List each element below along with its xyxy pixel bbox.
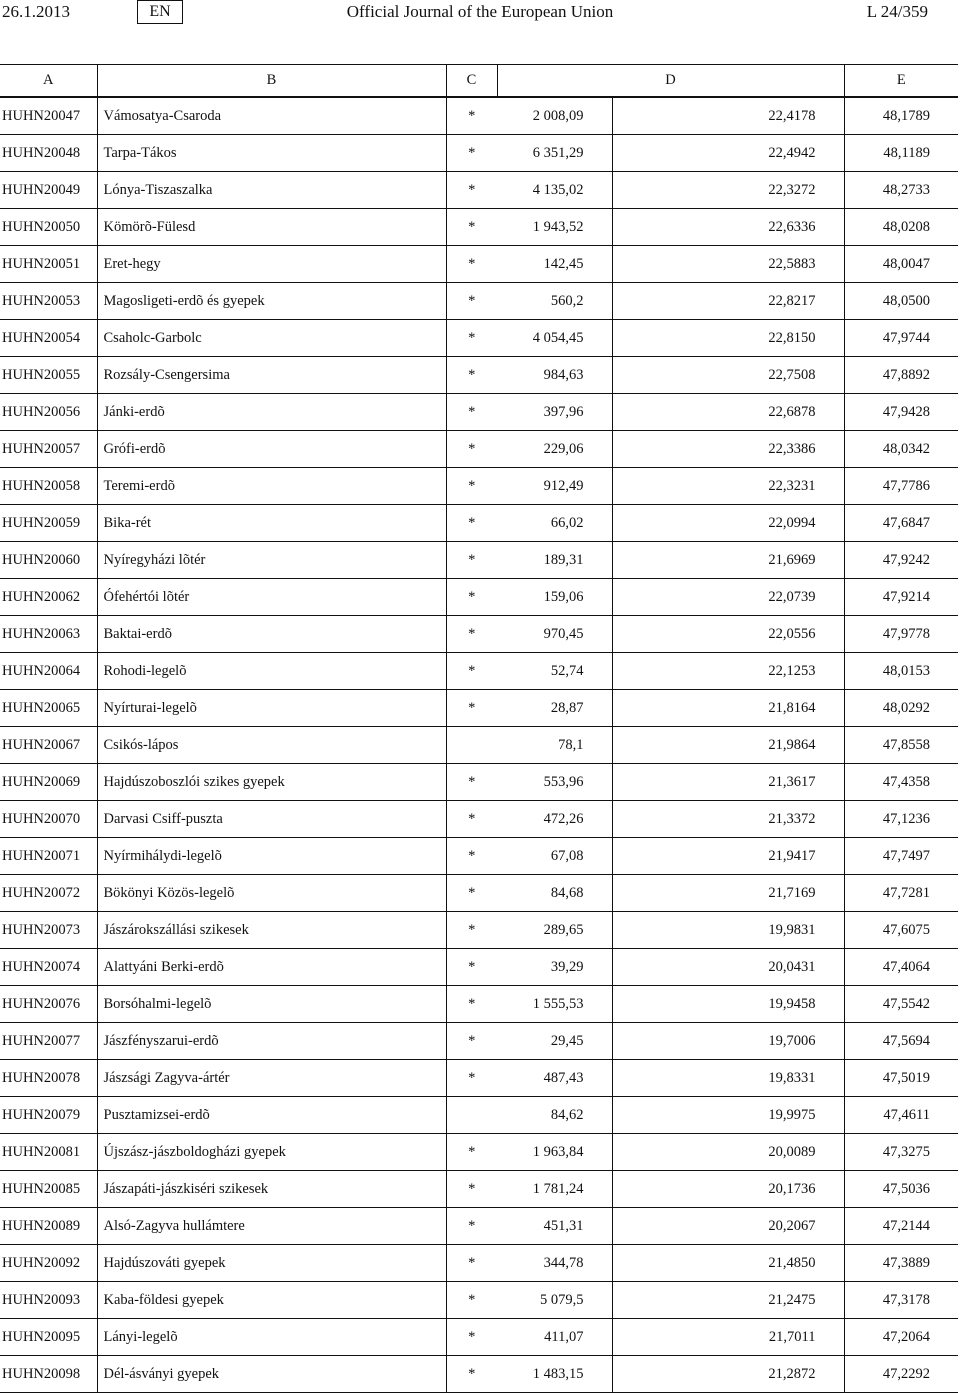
column-header-c: C bbox=[446, 65, 497, 98]
priority-marker-cell: * bbox=[446, 135, 497, 172]
site-code-cell: HUHN20098 bbox=[0, 1356, 97, 1393]
table-row bbox=[0, 653, 958, 690]
latitude-cell: 47,9778 bbox=[844, 616, 958, 653]
site-name-cell: Baktai-erdõ bbox=[97, 616, 446, 653]
area-cell: 970,45 bbox=[497, 616, 612, 653]
language-badge: EN bbox=[137, 0, 183, 24]
table-row bbox=[0, 1134, 958, 1171]
area-cell: 411,07 bbox=[497, 1319, 612, 1356]
table-row bbox=[0, 579, 958, 616]
priority-marker-cell: * bbox=[446, 357, 497, 394]
table-row bbox=[0, 431, 958, 468]
longitude-cell: 22,3272 bbox=[612, 172, 844, 209]
area-cell: 229,06 bbox=[497, 431, 612, 468]
priority-marker-cell: * bbox=[446, 949, 497, 986]
site-code-cell: HUHN20053 bbox=[0, 283, 97, 320]
longitude-cell: 21,4850 bbox=[612, 1245, 844, 1282]
latitude-cell: 47,5542 bbox=[844, 986, 958, 1023]
longitude-cell: 19,8331 bbox=[612, 1060, 844, 1097]
latitude-cell: 47,2144 bbox=[844, 1208, 958, 1245]
site-name-cell: Vámosatya-Csaroda bbox=[97, 97, 446, 135]
site-name-cell: Lányi-legelõ bbox=[97, 1319, 446, 1356]
site-name-cell: Nyírmihálydi-legelõ bbox=[97, 838, 446, 875]
site-code-cell: HUHN20058 bbox=[0, 468, 97, 505]
table-row bbox=[0, 1060, 958, 1097]
site-name-cell: Hajdúszoboszlói szikes gyepek bbox=[97, 764, 446, 801]
priority-marker-cell: * bbox=[446, 542, 497, 579]
longitude-cell: 19,9458 bbox=[612, 986, 844, 1023]
area-cell: 1 963,84 bbox=[497, 1134, 612, 1171]
latitude-cell: 48,0208 bbox=[844, 209, 958, 246]
page-header bbox=[0, 0, 960, 26]
site-name-cell: Rohodi-legelõ bbox=[97, 653, 446, 690]
site-code-cell: HUHN20065 bbox=[0, 690, 97, 727]
latitude-cell: 47,2292 bbox=[844, 1356, 958, 1393]
site-name-cell: Bökönyi Közös-legelõ bbox=[97, 875, 446, 912]
area-cell: 4 054,45 bbox=[497, 320, 612, 357]
priority-marker-cell: * bbox=[446, 838, 497, 875]
priority-marker-cell bbox=[446, 727, 497, 764]
table-row bbox=[0, 1097, 958, 1134]
table-row bbox=[0, 468, 958, 505]
longitude-cell: 22,1253 bbox=[612, 653, 844, 690]
priority-marker-cell: * bbox=[446, 468, 497, 505]
longitude-cell: 22,3386 bbox=[612, 431, 844, 468]
site-name-cell: Jászfényszarui-erdõ bbox=[97, 1023, 446, 1060]
latitude-cell: 47,9428 bbox=[844, 394, 958, 431]
table-row bbox=[0, 912, 958, 949]
table-row bbox=[0, 1245, 958, 1282]
longitude-cell: 22,4178 bbox=[612, 97, 844, 135]
area-cell: 451,31 bbox=[497, 1208, 612, 1245]
site-code-cell: HUHN20047 bbox=[0, 97, 97, 135]
site-code-cell: HUHN20079 bbox=[0, 1097, 97, 1134]
site-name-cell: Magosligeti-erdõ és gyepek bbox=[97, 283, 446, 320]
latitude-cell: 47,3275 bbox=[844, 1134, 958, 1171]
latitude-cell: 47,9242 bbox=[844, 542, 958, 579]
site-code-cell: HUHN20063 bbox=[0, 616, 97, 653]
table-row bbox=[0, 283, 958, 320]
longitude-cell: 21,7011 bbox=[612, 1319, 844, 1356]
site-name-cell: Lónya-Tiszaszalka bbox=[97, 172, 446, 209]
priority-marker-cell: * bbox=[446, 1282, 497, 1319]
priority-marker-cell: * bbox=[446, 653, 497, 690]
site-name-cell: Bika-rét bbox=[97, 505, 446, 542]
site-name-cell: Alattyáni Berki-erdõ bbox=[97, 949, 446, 986]
priority-marker-cell: * bbox=[446, 320, 497, 357]
table-row bbox=[0, 97, 958, 135]
table-row bbox=[0, 949, 958, 986]
site-code-cell: HUHN20060 bbox=[0, 542, 97, 579]
table-row bbox=[0, 838, 958, 875]
site-name-cell: Tarpa-Tákos bbox=[97, 135, 446, 172]
area-cell: 189,31 bbox=[497, 542, 612, 579]
area-cell: 984,63 bbox=[497, 357, 612, 394]
priority-marker-cell: * bbox=[446, 986, 497, 1023]
priority-marker-cell: * bbox=[446, 209, 497, 246]
priority-marker-cell: * bbox=[446, 912, 497, 949]
latitude-cell: 48,0153 bbox=[844, 653, 958, 690]
table-row bbox=[0, 1208, 958, 1245]
area-cell: 67,08 bbox=[497, 838, 612, 875]
column-header-a: A bbox=[0, 65, 97, 98]
site-name-cell: Grófi-erdõ bbox=[97, 431, 446, 468]
area-cell: 84,68 bbox=[497, 875, 612, 912]
longitude-cell: 19,9831 bbox=[612, 912, 844, 949]
longitude-cell: 21,3617 bbox=[612, 764, 844, 801]
site-code-cell: HUHN20074 bbox=[0, 949, 97, 986]
latitude-cell: 47,8558 bbox=[844, 727, 958, 764]
priority-marker-cell: * bbox=[446, 1171, 497, 1208]
longitude-cell: 22,7508 bbox=[612, 357, 844, 394]
column-header-b: B bbox=[97, 65, 446, 98]
latitude-cell: 47,4064 bbox=[844, 949, 958, 986]
latitude-cell: 48,0342 bbox=[844, 431, 958, 468]
table-row bbox=[0, 320, 958, 357]
area-cell: 1 781,24 bbox=[497, 1171, 612, 1208]
priority-marker-cell: * bbox=[446, 1245, 497, 1282]
table-row bbox=[0, 616, 958, 653]
table-row bbox=[0, 246, 958, 283]
site-code-cell: HUHN20051 bbox=[0, 246, 97, 283]
priority-marker-cell: * bbox=[446, 1060, 497, 1097]
area-cell: 1 943,52 bbox=[497, 209, 612, 246]
table-row bbox=[0, 690, 958, 727]
latitude-cell: 48,1789 bbox=[844, 97, 958, 135]
area-cell: 52,74 bbox=[497, 653, 612, 690]
site-code-cell: HUHN20078 bbox=[0, 1060, 97, 1097]
journal-title-text: Official Journal of the European Union bbox=[346, 2, 614, 21]
area-cell: 472,26 bbox=[497, 801, 612, 838]
latitude-cell: 47,8892 bbox=[844, 357, 958, 394]
longitude-cell: 22,3231 bbox=[612, 468, 844, 505]
table-row bbox=[0, 1319, 958, 1356]
longitude-cell: 22,8150 bbox=[612, 320, 844, 357]
site-name-cell: Nyíregyházi lõtér bbox=[97, 542, 446, 579]
priority-marker-cell: * bbox=[446, 505, 497, 542]
area-cell: 159,06 bbox=[497, 579, 612, 616]
area-cell: 487,43 bbox=[497, 1060, 612, 1097]
longitude-cell: 21,9417 bbox=[612, 838, 844, 875]
site-name-cell: Teremi-erdõ bbox=[97, 468, 446, 505]
site-code-cell: HUHN20076 bbox=[0, 986, 97, 1023]
publication-date: 26.1.2013 bbox=[2, 2, 70, 21]
longitude-cell: 21,2475 bbox=[612, 1282, 844, 1319]
longitude-cell: 20,0089 bbox=[612, 1134, 844, 1171]
longitude-cell: 21,7169 bbox=[612, 875, 844, 912]
latitude-cell: 47,7281 bbox=[844, 875, 958, 912]
area-cell: 553,96 bbox=[497, 764, 612, 801]
latitude-cell: 48,2733 bbox=[844, 172, 958, 209]
longitude-cell: 21,2872 bbox=[612, 1356, 844, 1393]
area-cell: 4 135,02 bbox=[497, 172, 612, 209]
latitude-cell: 47,6075 bbox=[844, 912, 958, 949]
site-name-cell: Jászárokszállási szikesek bbox=[97, 912, 446, 949]
longitude-cell: 22,6878 bbox=[612, 394, 844, 431]
site-name-cell: Csikós-lápos bbox=[97, 727, 446, 764]
site-name-cell: Darvasi Csiff-puszta bbox=[97, 801, 446, 838]
site-code-cell: HUHN20069 bbox=[0, 764, 97, 801]
table-row bbox=[0, 727, 958, 764]
area-cell: 2 008,09 bbox=[497, 97, 612, 135]
site-name-cell: Dél-ásványi gyepek bbox=[97, 1356, 446, 1393]
longitude-cell: 21,3372 bbox=[612, 801, 844, 838]
table-row bbox=[0, 1356, 958, 1393]
area-cell: 5 079,5 bbox=[497, 1282, 612, 1319]
longitude-cell: 21,8164 bbox=[612, 690, 844, 727]
longitude-cell: 20,1736 bbox=[612, 1171, 844, 1208]
table-header-row bbox=[0, 65, 958, 98]
longitude-cell: 21,6969 bbox=[612, 542, 844, 579]
site-name-cell: Jászapáti-jászkiséri szikesek bbox=[97, 1171, 446, 1208]
longitude-cell: 22,0556 bbox=[612, 616, 844, 653]
site-code-cell: HUHN20049 bbox=[0, 172, 97, 209]
table-row bbox=[0, 505, 958, 542]
area-cell: 142,45 bbox=[497, 246, 612, 283]
table-row bbox=[0, 1023, 958, 1060]
column-header-e: E bbox=[844, 65, 958, 98]
longitude-cell: 22,6336 bbox=[612, 209, 844, 246]
site-code-cell: HUHN20056 bbox=[0, 394, 97, 431]
area-cell: 289,65 bbox=[497, 912, 612, 949]
latitude-cell: 48,0047 bbox=[844, 246, 958, 283]
site-name-cell: Pusztamizsei-erdõ bbox=[97, 1097, 446, 1134]
priority-marker-cell: * bbox=[446, 1208, 497, 1245]
site-name-cell: Jászsági Zagyva-ártér bbox=[97, 1060, 446, 1097]
priority-marker-cell: * bbox=[446, 1319, 497, 1356]
site-code-cell: HUHN20064 bbox=[0, 653, 97, 690]
latitude-cell: 47,4358 bbox=[844, 764, 958, 801]
site-name-cell: Borsóhalmi-legelõ bbox=[97, 986, 446, 1023]
table-row bbox=[0, 986, 958, 1023]
priority-marker-cell bbox=[446, 1097, 497, 1134]
latitude-cell: 47,9214 bbox=[844, 579, 958, 616]
latitude-cell: 47,3889 bbox=[844, 1245, 958, 1282]
area-cell: 78,1 bbox=[497, 727, 612, 764]
site-code-cell: HUHN20067 bbox=[0, 727, 97, 764]
sites-table bbox=[0, 64, 958, 1393]
site-code-cell: HUHN20070 bbox=[0, 801, 97, 838]
site-name-cell: Eret-hegy bbox=[97, 246, 446, 283]
table-row bbox=[0, 542, 958, 579]
site-code-cell: HUHN20062 bbox=[0, 579, 97, 616]
site-name-cell: Újszász-jászboldogházi gyepek bbox=[97, 1134, 446, 1171]
priority-marker-cell: * bbox=[446, 801, 497, 838]
site-name-cell: Rozsály-Csengersima bbox=[97, 357, 446, 394]
priority-marker-cell: * bbox=[446, 1023, 497, 1060]
table-row bbox=[0, 1171, 958, 1208]
area-cell: 66,02 bbox=[497, 505, 612, 542]
table-row bbox=[0, 172, 958, 209]
site-code-cell: HUHN20092 bbox=[0, 1245, 97, 1282]
site-code-cell: HUHN20057 bbox=[0, 431, 97, 468]
site-code-cell: HUHN20093 bbox=[0, 1282, 97, 1319]
area-cell: 84,62 bbox=[497, 1097, 612, 1134]
longitude-cell: 22,4942 bbox=[612, 135, 844, 172]
longitude-cell: 22,5883 bbox=[612, 246, 844, 283]
site-code-cell: HUHN20048 bbox=[0, 135, 97, 172]
site-name-cell: Jánki-erdõ bbox=[97, 394, 446, 431]
area-cell: 560,2 bbox=[497, 283, 612, 320]
site-name-cell: Kaba-földesi gyepek bbox=[97, 1282, 446, 1319]
site-name-cell: Csaholc-Garbolc bbox=[97, 320, 446, 357]
site-name-cell: Kömörõ-Fülesd bbox=[97, 209, 446, 246]
table-row bbox=[0, 209, 958, 246]
priority-marker-cell: * bbox=[446, 283, 497, 320]
longitude-cell: 20,2067 bbox=[612, 1208, 844, 1245]
site-code-cell: HUHN20089 bbox=[0, 1208, 97, 1245]
site-code-cell: HUHN20081 bbox=[0, 1134, 97, 1171]
site-code-cell: HUHN20059 bbox=[0, 505, 97, 542]
latitude-cell: 47,5036 bbox=[844, 1171, 958, 1208]
priority-marker-cell: * bbox=[446, 875, 497, 912]
longitude-cell: 19,7006 bbox=[612, 1023, 844, 1060]
priority-marker-cell: * bbox=[446, 1134, 497, 1171]
table-body bbox=[0, 97, 958, 1393]
area-cell: 344,78 bbox=[497, 1245, 612, 1282]
table-row bbox=[0, 1282, 958, 1319]
latitude-cell: 47,5019 bbox=[844, 1060, 958, 1097]
latitude-cell: 48,1189 bbox=[844, 135, 958, 172]
site-code-cell: HUHN20095 bbox=[0, 1319, 97, 1356]
site-code-cell: HUHN20077 bbox=[0, 1023, 97, 1060]
latitude-cell: 47,2064 bbox=[844, 1319, 958, 1356]
latitude-cell: 47,7497 bbox=[844, 838, 958, 875]
site-code-cell: HUHN20050 bbox=[0, 209, 97, 246]
longitude-cell: 19,9975 bbox=[612, 1097, 844, 1134]
area-cell: 1 483,15 bbox=[497, 1356, 612, 1393]
priority-marker-cell: * bbox=[446, 690, 497, 727]
longitude-cell: 22,0994 bbox=[612, 505, 844, 542]
site-code-cell: HUHN20054 bbox=[0, 320, 97, 357]
latitude-cell: 48,0292 bbox=[844, 690, 958, 727]
table-row bbox=[0, 764, 958, 801]
site-name-cell: Ófehértói lõtér bbox=[97, 579, 446, 616]
site-code-cell: HUHN20085 bbox=[0, 1171, 97, 1208]
area-cell: 28,87 bbox=[497, 690, 612, 727]
longitude-cell: 22,0739 bbox=[612, 579, 844, 616]
priority-marker-cell: * bbox=[446, 172, 497, 209]
latitude-cell: 47,4611 bbox=[844, 1097, 958, 1134]
area-cell: 912,49 bbox=[497, 468, 612, 505]
area-cell: 29,45 bbox=[497, 1023, 612, 1060]
area-cell: 1 555,53 bbox=[497, 986, 612, 1023]
site-name-cell: Alsó-Zagyva hullámtere bbox=[97, 1208, 446, 1245]
table-row bbox=[0, 875, 958, 912]
longitude-cell: 21,9864 bbox=[612, 727, 844, 764]
priority-marker-cell: * bbox=[446, 616, 497, 653]
latitude-cell: 47,9744 bbox=[844, 320, 958, 357]
latitude-cell: 48,0500 bbox=[844, 283, 958, 320]
table-row bbox=[0, 394, 958, 431]
latitude-cell: 47,3178 bbox=[844, 1282, 958, 1319]
site-name-cell: Hajdúszováti gyepek bbox=[97, 1245, 446, 1282]
table-row bbox=[0, 357, 958, 394]
site-code-cell: HUHN20055 bbox=[0, 357, 97, 394]
site-name-cell: Nyírturai-legelõ bbox=[97, 690, 446, 727]
latitude-cell: 47,1236 bbox=[844, 801, 958, 838]
area-cell: 6 351,29 bbox=[497, 135, 612, 172]
longitude-cell: 22,8217 bbox=[612, 283, 844, 320]
latitude-cell: 47,6847 bbox=[844, 505, 958, 542]
latitude-cell: 47,5694 bbox=[844, 1023, 958, 1060]
priority-marker-cell: * bbox=[446, 97, 497, 135]
area-cell: 397,96 bbox=[497, 394, 612, 431]
priority-marker-cell: * bbox=[446, 579, 497, 616]
site-code-cell: HUHN20072 bbox=[0, 875, 97, 912]
table-row bbox=[0, 801, 958, 838]
longitude-cell: 20,0431 bbox=[612, 949, 844, 986]
column-header-d: D bbox=[497, 65, 844, 98]
table-row bbox=[0, 135, 958, 172]
latitude-cell: 47,7786 bbox=[844, 468, 958, 505]
priority-marker-cell: * bbox=[446, 1356, 497, 1393]
site-code-cell: HUHN20073 bbox=[0, 912, 97, 949]
page-reference: L 24/359 bbox=[866, 2, 928, 21]
site-code-cell: HUHN20071 bbox=[0, 838, 97, 875]
priority-marker-cell: * bbox=[446, 394, 497, 431]
priority-marker-cell: * bbox=[446, 764, 497, 801]
priority-marker-cell: * bbox=[446, 246, 497, 283]
priority-marker-cell: * bbox=[446, 431, 497, 468]
journal-title bbox=[0, 2, 960, 22]
area-cell: 39,29 bbox=[497, 949, 612, 986]
